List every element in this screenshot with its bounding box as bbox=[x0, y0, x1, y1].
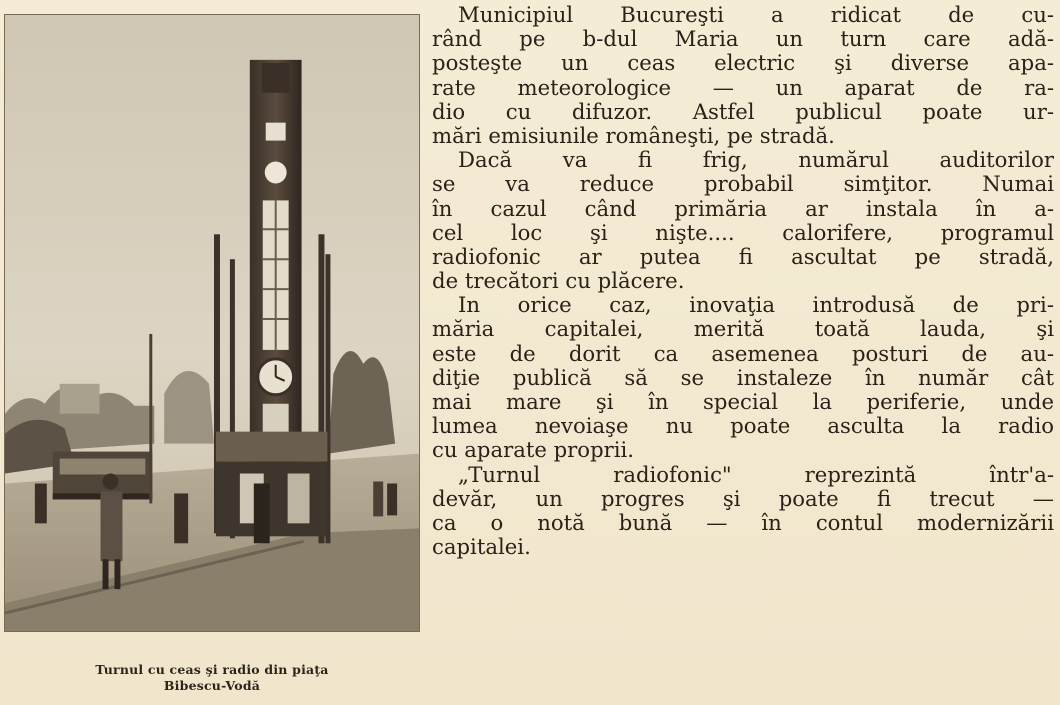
article-line: de trecători cu plăcere. bbox=[432, 269, 685, 294]
photo-caption bbox=[4, 662, 420, 694]
article-line: rate meteorologice — un aparat de ra- bbox=[432, 75, 1054, 100]
article-line: cu aparate proprii. bbox=[432, 438, 635, 463]
article-line: radiofonic ar putea fi ascultat pe stradă, bbox=[432, 244, 1054, 269]
article-line: capitalei. bbox=[432, 535, 531, 560]
caption-line-1: Turnul cu ceas şi radio din piaţa bbox=[95, 662, 329, 677]
article-line: In orice caz, inovaţia introdusă de pri- bbox=[458, 293, 1054, 318]
article-line: este de dorit ca asemenea posturi de au- bbox=[432, 341, 1054, 366]
article-line: devăr, un progres şi poate fi trecut — bbox=[432, 486, 1054, 511]
clock-tower-photo bbox=[4, 14, 420, 632]
article-text bbox=[432, 3, 1054, 559]
article-line: lumea nevoiaşe nu poate asculta la radio bbox=[432, 414, 1054, 439]
article-line: în cazul când primăria ar instala în a- bbox=[432, 196, 1054, 221]
article-line: mări emisiunile româneşti, pe stradă. bbox=[432, 123, 835, 148]
article-line: dio cu difuzor. Astfel publicul poate ur- bbox=[432, 99, 1054, 124]
article-line: Municipiul Bucureşti a ridicat de cu- bbox=[458, 3, 1054, 27]
clock-tower-photo-icon bbox=[5, 15, 419, 631]
article-line: diţie publică să se instaleze în număr cât bbox=[432, 365, 1054, 390]
article-line: posteşte un ceas electric şi diverse apa- bbox=[432, 51, 1054, 76]
article-line: „Turnul radiofonic" reprezintă într'a- bbox=[458, 462, 1054, 487]
article-line: rând pe b-dul Maria un turn care adă- bbox=[432, 27, 1054, 52]
caption-line-2: Bibescu-Vodă bbox=[163, 678, 261, 693]
article-line: ca o notă bună — în contul modernizării bbox=[432, 510, 1054, 535]
article-line: măria capitalei, merită toată lauda, şi bbox=[432, 317, 1054, 342]
article-line: mai mare şi în special la periferie, unde bbox=[432, 390, 1054, 414]
article-line: cel loc şi nişte.... calorifere, programul bbox=[432, 220, 1054, 245]
article-line: Dacă va fi frig, numărul auditorilor bbox=[458, 148, 1054, 173]
article-line: se va reduce probabil simţitor. Numai bbox=[432, 172, 1054, 197]
